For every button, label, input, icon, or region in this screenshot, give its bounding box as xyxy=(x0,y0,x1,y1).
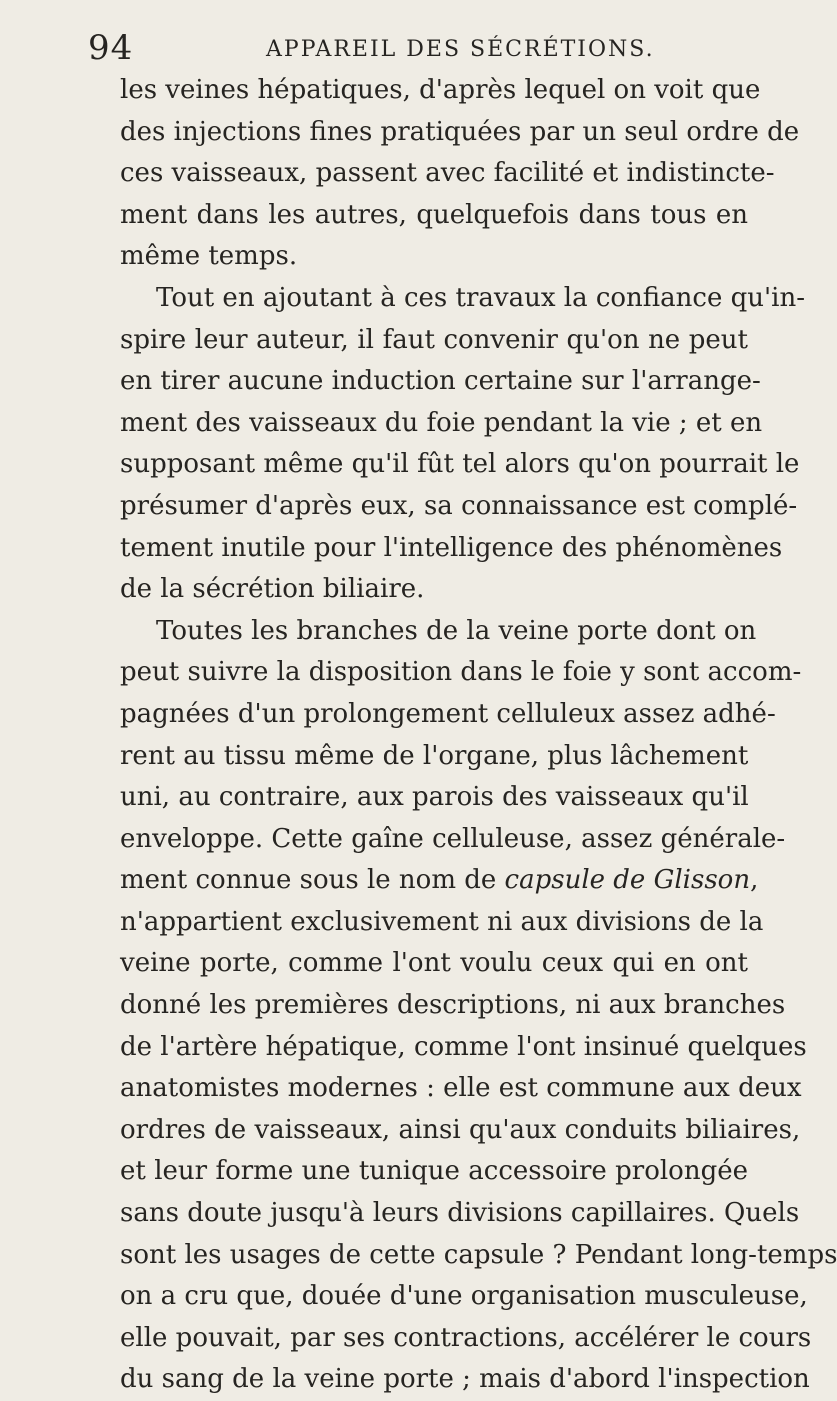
running-head xyxy=(88,28,728,68)
text-line: en tirer aucune induction certaine sur l'arrange- xyxy=(120,366,761,397)
text-line: de l'artère hépatique, comme l'ont insinué quelques xyxy=(120,1031,807,1062)
text-line: Tout en ajoutant à ces travaux la confiance qu'in- xyxy=(156,282,805,313)
text-line: anatomistes modernes : elle est commune aux deux xyxy=(120,1073,802,1104)
text-line: spire leur auteur, il faut convenir qu'on ne peut xyxy=(120,324,748,355)
text-line: même temps. xyxy=(120,241,298,272)
text-line: ment des vaisseaux du foie pendant la vie ; et en xyxy=(120,407,763,438)
text-fragment: ment connue sous le nom de xyxy=(120,865,505,896)
text-line: des injections fines pratiquées par un seul ordre de xyxy=(120,116,800,147)
text-line: et leur forme une tunique accessoire prolongée xyxy=(120,1156,748,1187)
text-line: pagnées d'un prolongement celluleux assez adhé- xyxy=(120,698,776,729)
paragraph-1 xyxy=(120,70,800,278)
text-body xyxy=(120,70,837,1401)
text-line: du sang de la veine porte ; mais d'abord l'inspection xyxy=(120,1364,810,1395)
text-line: enveloppe. Cette gaîne celluleuse, assez générale- xyxy=(120,823,786,854)
text-line: on a cru que, douée d'une organisation musculeuse, xyxy=(120,1281,808,1312)
running-title: APPAREIL DES SÉCRÉTIONS. xyxy=(266,37,655,62)
text-line: uni, au contraire, aux parois des vaisseaux qu'il xyxy=(120,782,749,813)
text-line: Toutes les branches de la veine porte dont on xyxy=(156,615,757,646)
paragraph-2 xyxy=(120,278,805,611)
text-line: sans doute jusqu'à leurs divisions capillaires. Quels xyxy=(120,1198,800,1229)
text-line: de la sécrétion biliaire. xyxy=(120,574,425,605)
text-line: n'appartient exclusivement ni aux divisions de la xyxy=(120,906,764,937)
text-line: elle pouvait, par ses contractions, accélérer le cours xyxy=(120,1322,812,1353)
text-fragment: , xyxy=(750,865,759,896)
text-line: ment dans les autres, quelquefois dans tous en xyxy=(120,199,748,230)
text-line: ces vaisseaux, passent avec facilité et indistincte- xyxy=(120,158,775,189)
italic-term: capsule de Glisson xyxy=(504,865,751,896)
text-line: présumer d'après eux, sa connaissance est complé- xyxy=(120,490,798,521)
text-line: tement inutile pour l'intelligence des phénomènes xyxy=(120,532,783,563)
text-line: peut suivre la disposition dans le foie y sont accom- xyxy=(120,657,802,688)
text-line: ordres de vaisseaux, ainsi qu'aux conduits biliaires, xyxy=(120,1114,801,1145)
text-line: veine porte, comme l'ont voulu ceux qui en ont xyxy=(120,948,748,979)
text-line: sont les usages de cette capsule ? Pendant long-temps xyxy=(120,1239,837,1270)
text-line: les veines hépatiques, d'après lequel on voit que xyxy=(120,75,761,105)
text-line-with-emphasis xyxy=(120,860,759,902)
text-line: donné les premières descriptions, ni aux branches xyxy=(120,990,786,1021)
paragraph-3 xyxy=(120,611,837,1401)
text-line: rent au tissu même de l'organe, plus lâchement xyxy=(120,740,749,771)
text-line: supposant même qu'il fût tel alors qu'on pourrait le xyxy=(120,449,800,480)
page-number: 94 xyxy=(88,28,134,68)
